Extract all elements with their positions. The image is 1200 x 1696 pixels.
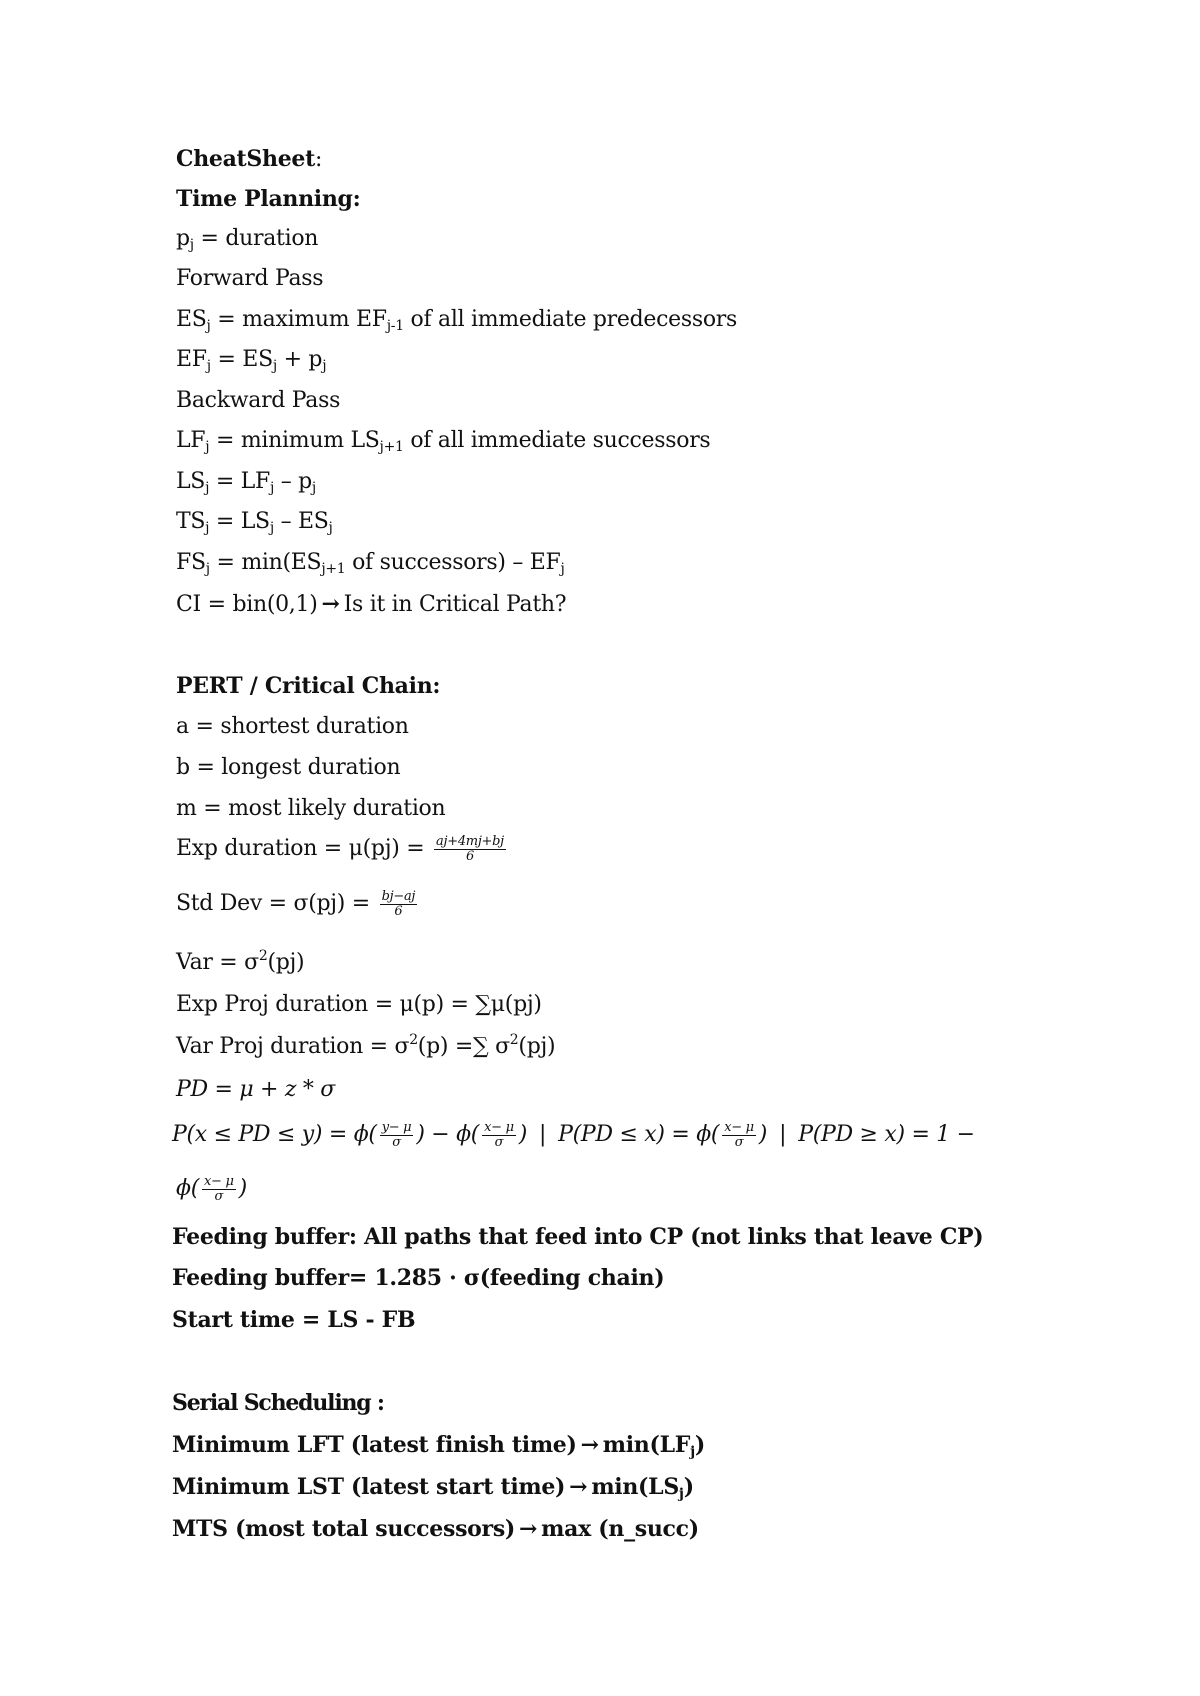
feeding-buffer-definition: Feeding buffer: All paths that feed into CP (not links that leave CP) [172, 1224, 984, 1250]
fs-formula: $FS_j = \min(ES_{j+1}$ of successors) – $EF_j$ [176, 550, 565, 577]
lf-formula: $LF_j$ = minimum $LS_{j+1}$ of all immediate successors [176, 428, 711, 455]
forward-pass-label: Forward Pass [176, 266, 324, 291]
minimum-lft-rule: Minimum LFT (latest finish time) → $\min(LF_j)$ [172, 1432, 705, 1460]
minimum-lst-rule: Minimum LST (latest start time) → $\min(LS_j)$ [172, 1474, 694, 1502]
ef-formula: $EF_j = ES_j + p_j$ [176, 347, 327, 374]
pd-formula: PD = μ + z * σ [176, 1077, 335, 1102]
mts-rule: MTS (most total successors) → max (n_succ) [172, 1516, 699, 1542]
start-time-formula: Start time = LS - FB [172, 1307, 416, 1333]
exp-duration-formula: Exp duration = μ(pj) = $\frac{aj+4mj+bj}{6}$ [176, 833, 504, 864]
serial-scheduling-heading: Serial Scheduling : [172, 1390, 384, 1416]
probability-formula-continuation: ϕ( $\frac{x- \mu}{\sigma}$ ) [176, 1173, 247, 1204]
ts-formula: $TS_j = LS_j - ES_j$ [176, 509, 333, 536]
ci-formula: CI = bin(0,1) → Is it in Critical Path? [176, 591, 567, 617]
probability-formulas: P(x ≤ PD ≤ y) = ϕ( $\frac{y- \mu}{\sigma}$ ) − ϕ( $\frac{x- \mu}{\sigma}$ ) | P(PD ≤ x) = ϕ( $\frac{x- \mu}{\sigma}$ ) | P(PD ≥ x) = 1 − [172, 1119, 975, 1150]
feeding-buffer-formula: Feeding buffer= 1.285 · σ(feeding chain) [172, 1265, 665, 1291]
var-proj-formula: Var Proj duration = $\sigma^2(p)$ =∑ $\sigma^2(pj)$ [176, 1032, 556, 1059]
b-definition: b = longest duration [176, 755, 401, 780]
p-definition: $p_j$ = duration [176, 226, 319, 253]
time-planning-heading: Time Planning: [176, 186, 361, 212]
a-definition: a = shortest duration [176, 714, 409, 739]
title-line: CheatSheet: [176, 146, 323, 172]
m-definition: m = most likely duration [176, 796, 446, 821]
exp-duration-fraction: $\frac{aj+4mj+bj}{6}$ [436, 833, 504, 864]
arrow-right-icon: → [321, 591, 340, 617]
backward-pass-label: Backward Pass [176, 388, 341, 413]
ls-formula: $LS_j = LF_j - p_j$ [176, 469, 316, 496]
var-formula: Var = $\sigma^2(pj)$ [176, 948, 305, 975]
exp-proj-formula: Exp Proj duration = μ(p) = ∑μ(pj) [176, 992, 542, 1017]
es-formula: $ES_j$ = maximum $EF_{j-1}$ of all immediate predecessors [176, 307, 737, 334]
std-dev-fraction: $\frac{bj-aj}{6}$ [381, 888, 416, 919]
arrow-right-icon: → [580, 1432, 599, 1458]
title: CheatSheet [176, 146, 315, 172]
arrow-right-icon: → [519, 1516, 538, 1542]
arrow-right-icon: → [569, 1474, 588, 1500]
pert-heading: PERT / Critical Chain: [176, 673, 441, 699]
std-dev-formula: Std Dev = σ(pj) = $\frac{bj-aj}{6}$ [176, 888, 416, 919]
